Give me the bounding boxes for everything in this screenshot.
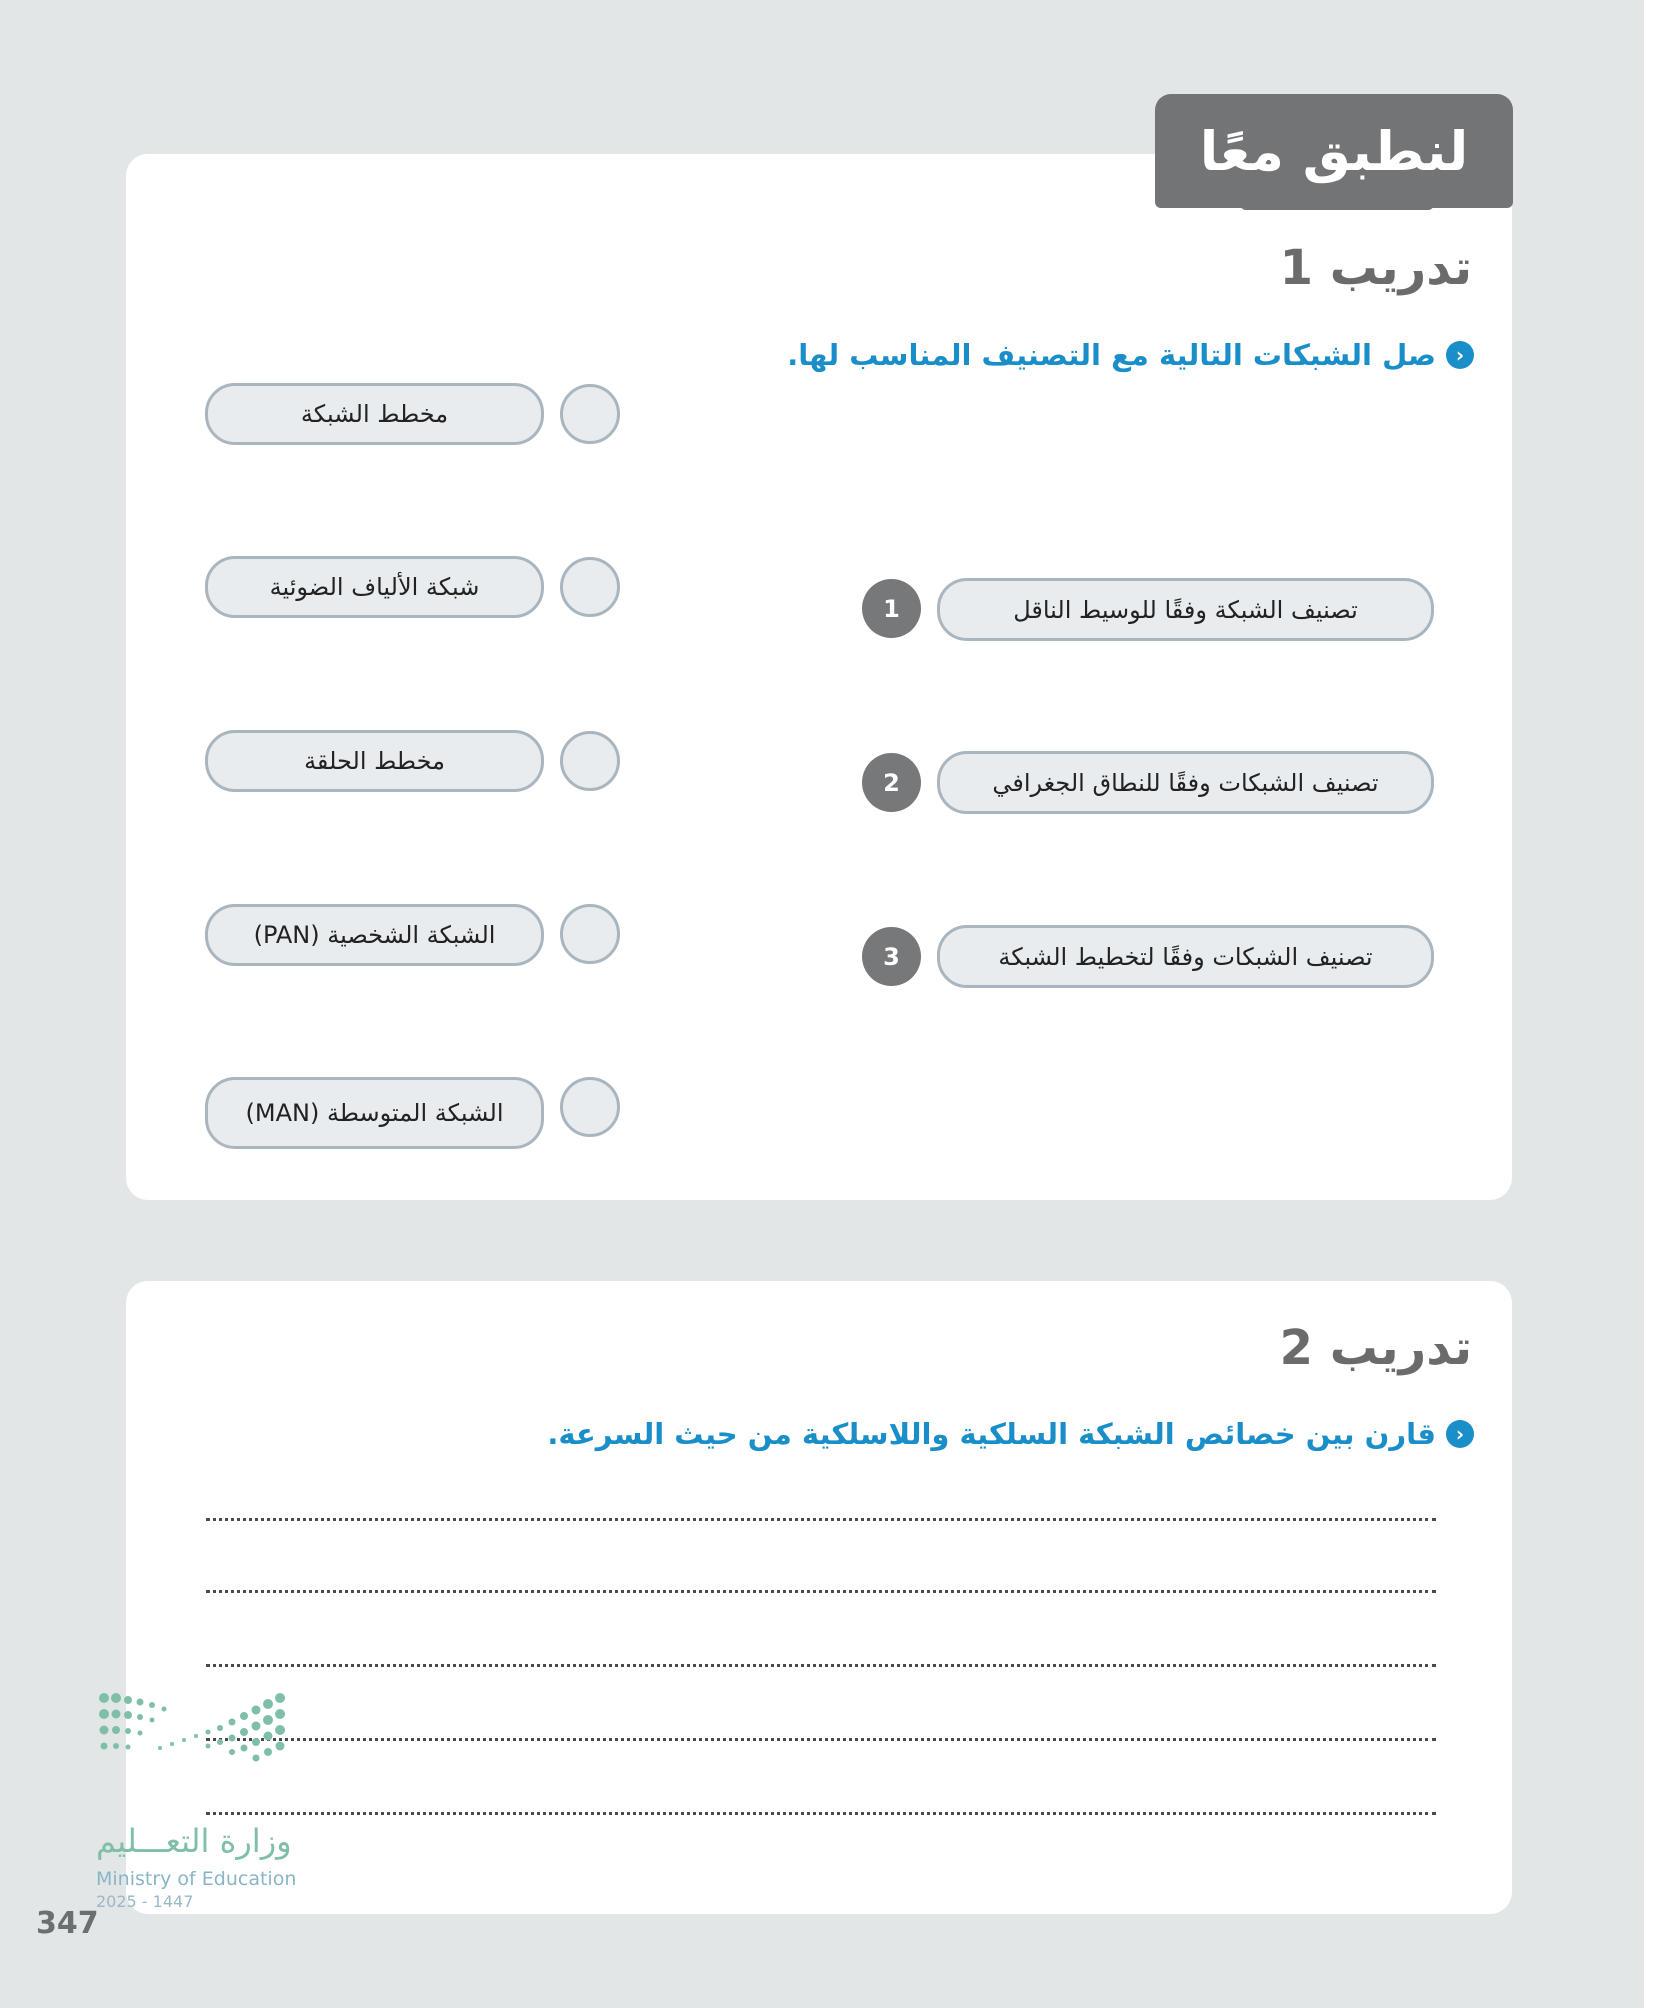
match-left-item-4: الشبكة الشخصية (PAN) [205,904,544,966]
chevron-left-icon: ‹ [1446,1420,1474,1448]
match-left-item-3: مخطط الحلقة [205,730,544,792]
match-left-item-1: مخطط الشبكة [205,383,544,445]
chevron-left-icon: ‹ [1446,341,1474,369]
answer-line-5[interactable] [206,1812,1436,1815]
exercise1-instruction [787,338,1474,372]
match-left-slot-4[interactable] [560,904,620,964]
ministry-logo-icon [96,1688,326,1808]
answer-line-4[interactable] [206,1738,1436,1741]
section-tab-title: لنطبق معًا [1199,119,1469,183]
exercise1-instruction-text: صل الشبكات التالية مع التصنيف المناسب لها. [787,338,1436,372]
match-left-slot-3[interactable] [560,731,620,791]
answer-line-2[interactable] [206,1590,1436,1593]
match-right-number-3[interactable]: 3 [862,927,921,986]
match-right-item-3: تصنيف الشبكات وفقًا لتخطيط الشبكة [937,925,1434,988]
ministry-name-english: Ministry of Education [96,1868,297,1890]
exercise1-title: تدريب 1 [1279,240,1472,296]
exercise2-title: تدريب 2 [1279,1320,1472,1376]
match-right-number-2[interactable]: 2 [862,753,921,812]
match-left-item-2: شبكة الألياف الضوئية [205,556,544,618]
match-left-slot-5[interactable] [560,1077,620,1137]
match-left-item-5: الشبكة المتوسطة (MAN) [205,1077,544,1149]
answer-line-1[interactable] [206,1518,1436,1521]
match-right-item-2: تصنيف الشبكات وفقًا للنطاق الجغرافي [937,751,1434,814]
page-number: 347 [36,1906,99,1941]
exercise1-card [126,154,1512,1200]
answer-line-3[interactable] [206,1664,1436,1667]
page-edge [1644,0,1654,2008]
exercise2-instruction [547,1417,1474,1451]
ministry-year: 2025 - 1447 [96,1892,194,1911]
ministry-name-arabic: وزارة التعـــليم [96,1822,292,1860]
match-left-slot-1[interactable] [560,384,620,444]
exercise2-instruction-text: قارن بين خصائص الشبكة السلكية واللاسلكية من حيث السرعة. [547,1417,1436,1451]
match-right-number-1[interactable]: 1 [862,579,921,638]
section-tab [1155,94,1513,208]
match-right-item-1: تصنيف الشبكة وفقًا للوسيط الناقل [937,578,1434,641]
section-tab-notch [1240,196,1434,210]
match-left-slot-2[interactable] [560,557,620,617]
